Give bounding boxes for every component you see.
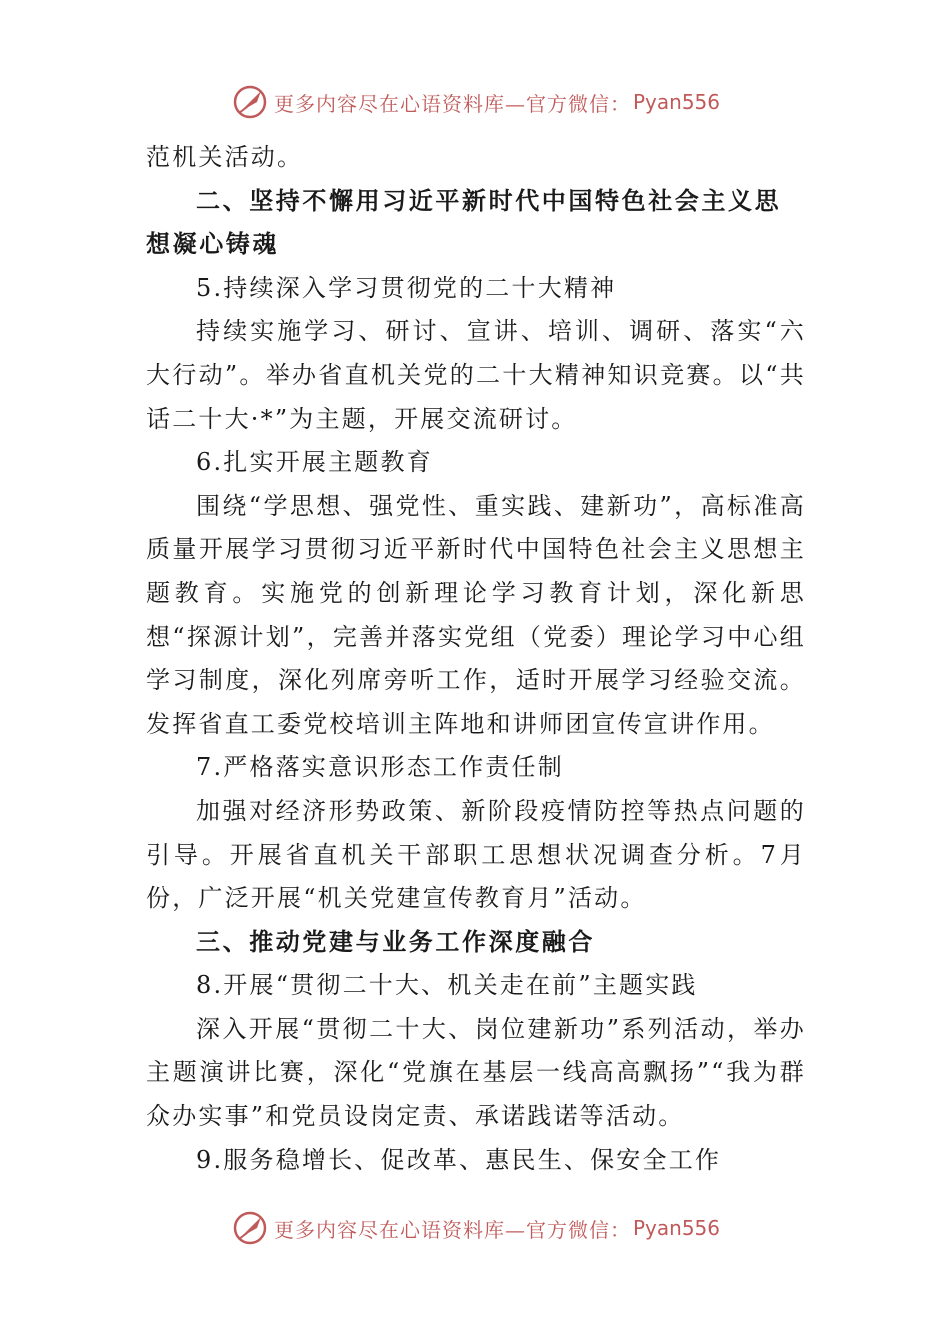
subheading: 5.持续深入学习贯彻党的二十大精神 <box>196 273 617 302</box>
subheading: 7.严格落实意识形态工作责任制 <box>196 753 564 782</box>
header-banner <box>0 80 950 124</box>
banner-wechat-id: Pyan556 <box>632 90 720 114</box>
subheading: 6.扎实开展主题教育 <box>196 448 433 477</box>
banner-text: 更多内容尽在心语资料库—官方微信： <box>273 1217 631 1242</box>
paragraph: 加强对经济形势政策、新阶段疫情防控等热点问题的引导。开展省直机关干部职工思想状况调查分析。7月份，广泛开展“机关党建宣传教育月”活动。 <box>146 796 806 913</box>
paragraph: 持续实施学习、研讨、宣讲、培训、调研、落实“六大行动”。举办省直机关党的二十大精神知识竞赛。以“共话二十大·*”为主题，开展交流研讨。 <box>146 317 806 433</box>
quill-logo-icon <box>230 82 270 122</box>
subheading: 9.服务稳增长、促改革、惠民生、保安全工作 <box>196 1145 722 1174</box>
quill-logo-icon <box>230 1208 270 1248</box>
banner-wechat-id: Pyan556 <box>632 1216 720 1240</box>
subheading: 8.开展“贯彻二十大、机关走在前”主题实践 <box>196 971 698 1000</box>
section-heading: 二、坚持不懈用习近平新时代中国特色社会主义思想凝心铸魂 <box>146 186 782 259</box>
section-heading: 三、推动党建与业务工作深度融合 <box>196 927 595 956</box>
footer-banner <box>0 1206 950 1250</box>
paragraph: 围绕“学思想、强党性、重实践、建新功”，高标准高质量开展学习贯彻习近平新时代中国特色社会主义思想主题教育。实施党的创新理论学习教育计划，深化新思想“探源计划”，完善并落实党组（党委）理论学习中心组学习制度，深化列席旁听工作，适时开展学习经验交流。发挥省直工委党校培训主阵地和讲师团宣传宣讲作用。 <box>146 491 806 738</box>
paragraph: 深入开展“贯彻二十大、岗位建新功”系列活动，举办主题演讲比赛，深化“党旗在基层一线高高飘扬”“我为群众办实事”和党员设岗定责、承诺践诺等活动。 <box>146 1014 806 1131</box>
document-body <box>146 136 806 1182</box>
paragraph: 范机关活动。 <box>146 143 304 171</box>
banner-text: 更多内容尽在心语资料库—官方微信： <box>273 91 631 116</box>
